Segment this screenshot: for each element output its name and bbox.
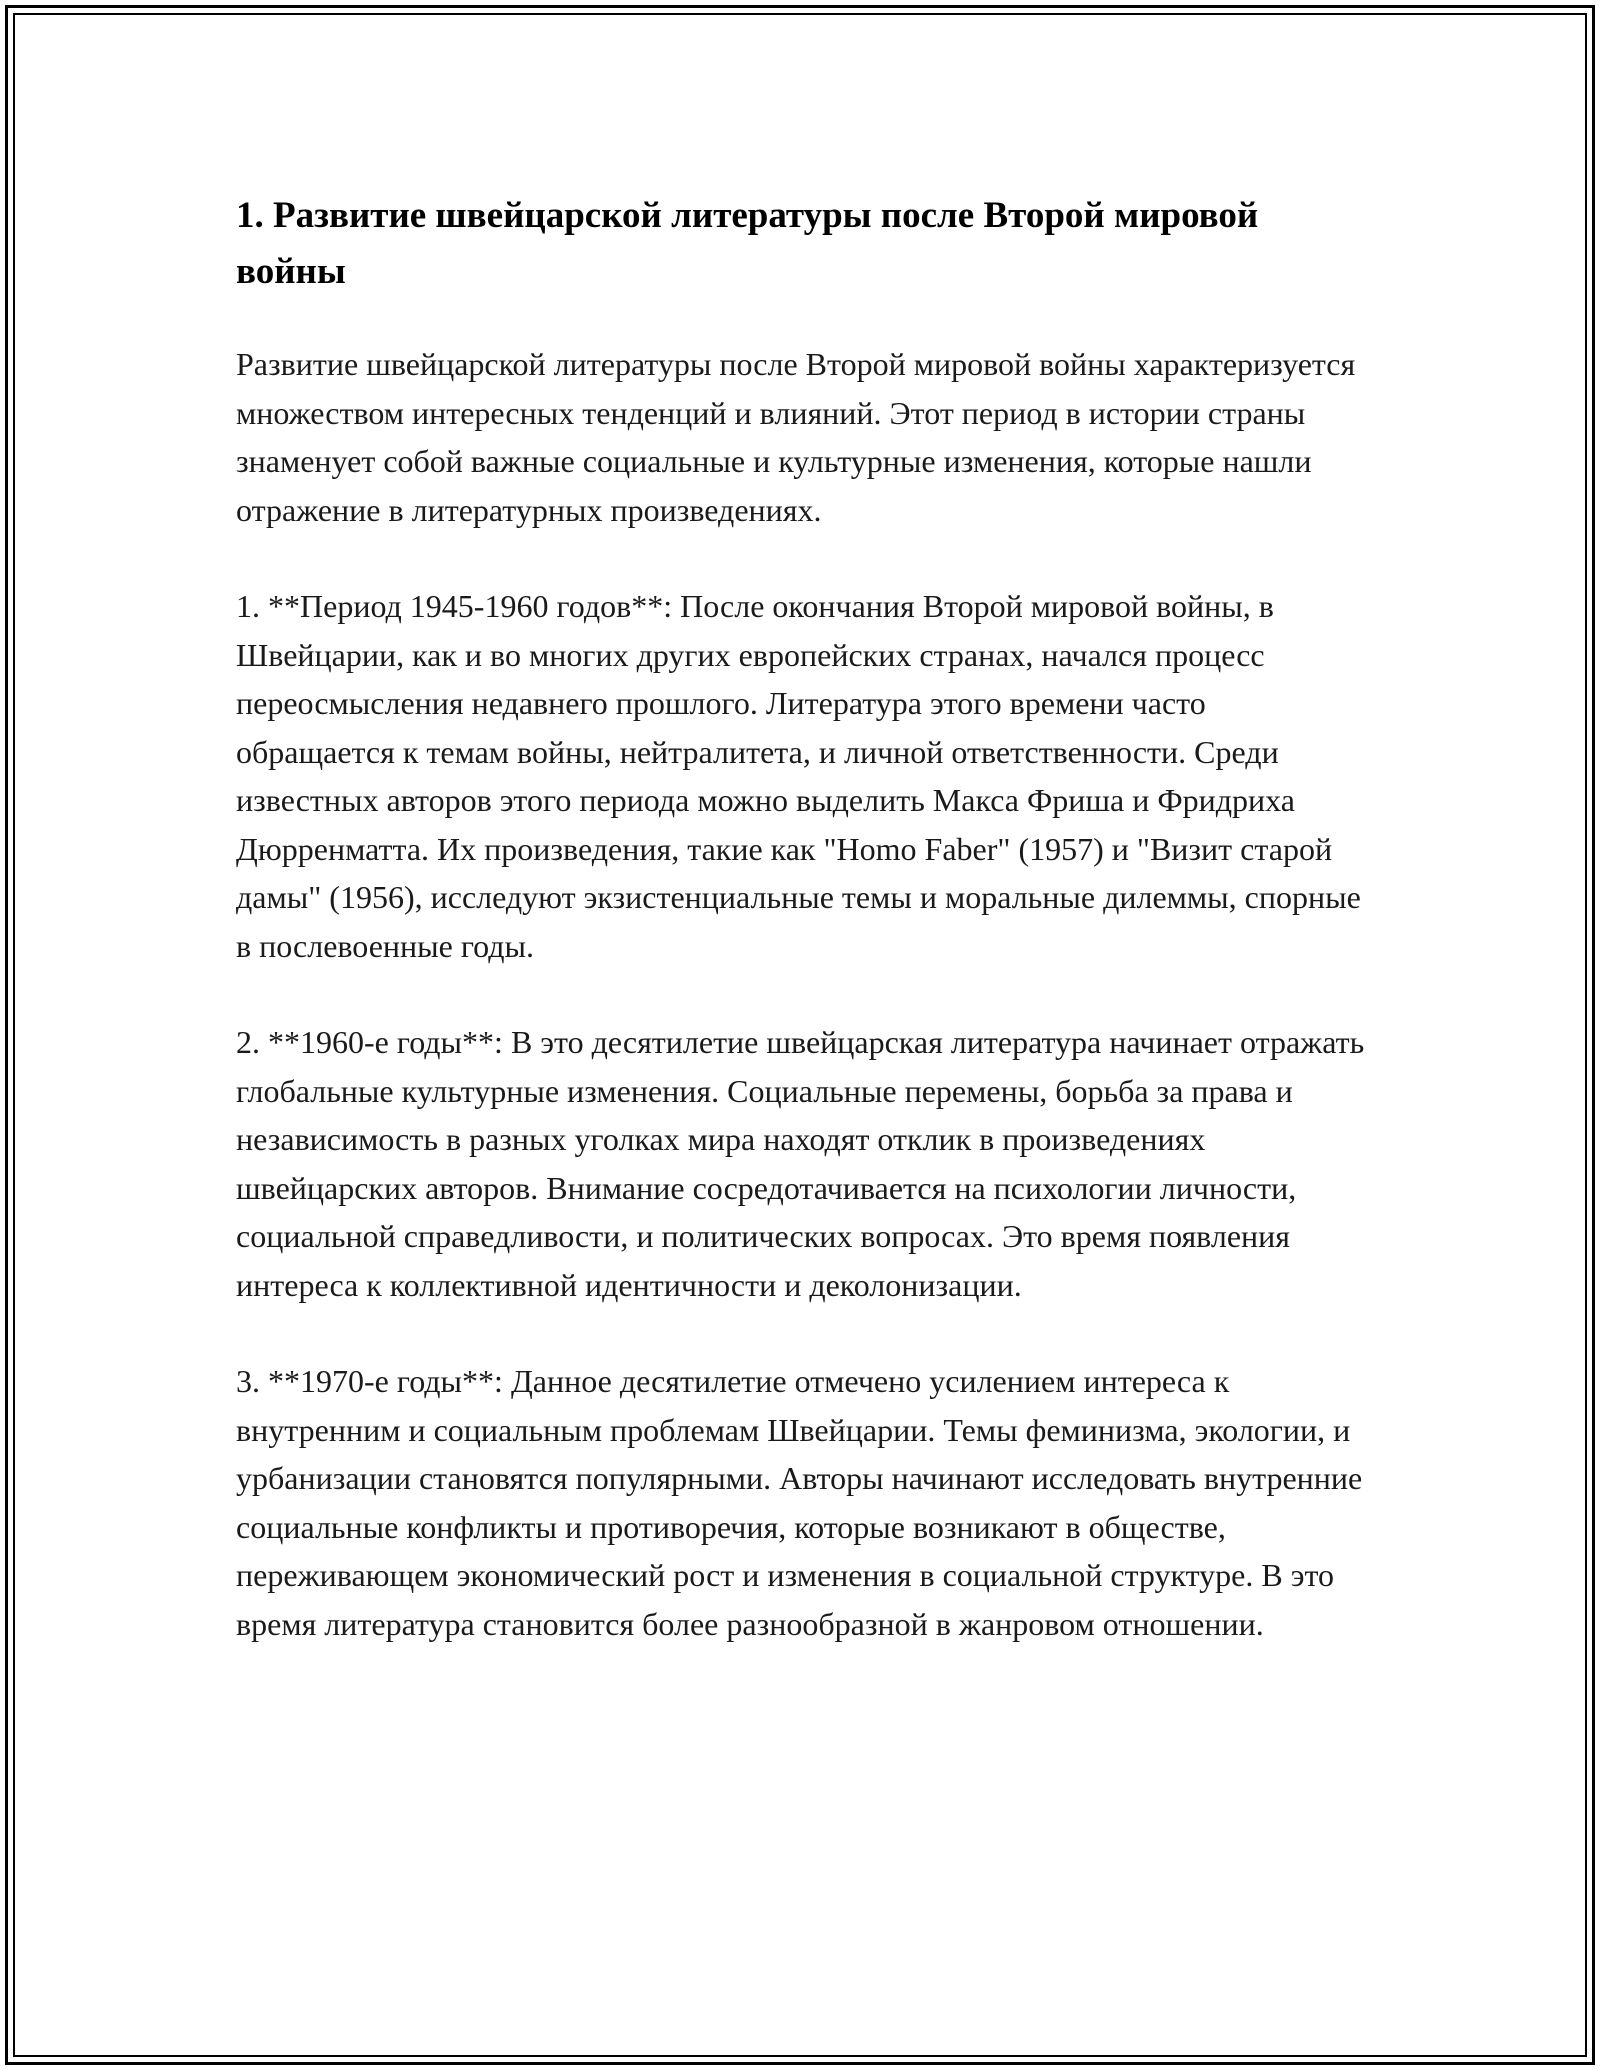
section-heading: 1. Развитие швейцарской литературы после Второй мировой войны [236,195,1259,292]
paragraph-1970s: 3. **1970-е годы**: Данное десятилетие отмечено усилением интереса к внутренним и социальным проблемам Швейцарии. Темы феминизма, экологии, и урбанизации становятся популярными. Авторы начинают исследовать внутренние социальные конфликты и противоречия, которые возникают в обществе, переживающем экономический рост и изменения в социальной структуре. В это время литература становится более разнообразной в жанровом отношении. [236,1363,1363,1642]
paragraph-1960s: 2. **1960-е годы**: В это десятилетие швейцарская литература начинает отражать глобальные культурные изменения. Социальные перемены, борьба за права и независимость в разных уголках мира находят отклик в произведениях швейцарских авторов. Внимание сосредотачивается на психологии личности, социальной справедливости, и политических вопросах. Это время появления интереса к коллективной идентичности и деколонизации. [236,1024,1365,1303]
paragraph-period-1945-1960: 1. **Период 1945-1960 годов**: После окончания Второй мировой войны, в Швейцарии, как и во многих других европейских странах, начался процесс переосмысления недавнего прошлого. Литература этого времени часто обращается к темам войны, нейтралитета, и личной ответственности. Среди известных авторов этого периода можно выделить Макса Фриша и Фридриха Дюрренматта. Их произведения, такие как "Homo Faber" (1957) и "Визит старой дамы" (1956), исследуют экзистенциальные темы и моральные дилеммы, спорные в послевоенные годы. [236,588,1361,964]
intro-paragraph: Развитие швейцарской литературы после Второй мировой войны характеризуется множеством интересных тенденций и влияний. Этот период в истории страны знаменует собой важные социальные и культурные изменения, которые нашли отражение в литературных произведениях. [236,346,1356,528]
document-body [236,188,1366,1696]
